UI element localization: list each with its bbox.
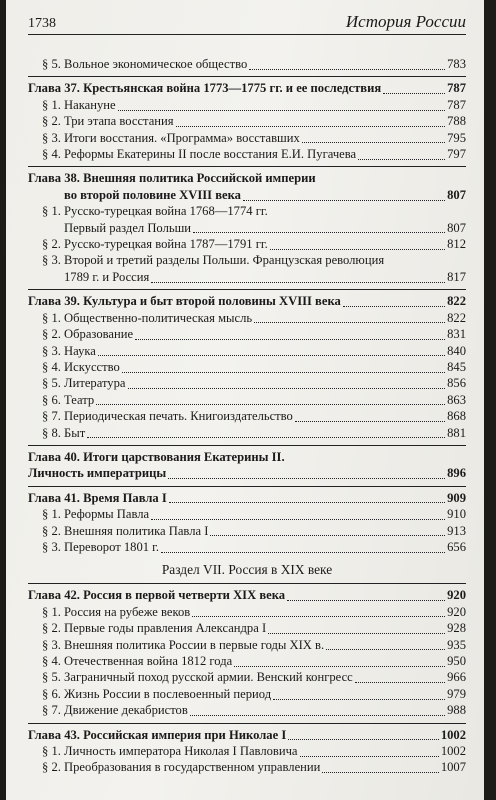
toc-entry-page: 935 (447, 637, 466, 652)
leader-dots (295, 411, 445, 422)
toc-entry-page: 795 (447, 130, 466, 145)
divider (28, 583, 466, 584)
leader-dots (322, 762, 438, 773)
toc-entry-title: § 3. Итоги восстания. «Программа» восставших (42, 130, 300, 145)
chapter-title: Глава 39. Культура и быт второй половины XVIII века (28, 294, 341, 309)
leader-dots (151, 272, 445, 283)
toc-entry-title: § 2. Преобразования в государственном управлении (42, 760, 321, 775)
toc-entry-title: § 3. Внешняя политика России в первые годы XIX в. (42, 637, 325, 652)
toc-entry-page: 807 (447, 220, 466, 235)
toc-entry (28, 113, 466, 129)
toc-entry-title: § 2. Образование (42, 327, 134, 342)
toc-entry (28, 620, 466, 636)
chapter-title: Личность императрицы (28, 466, 167, 481)
chapter-title-line: Глава 38. Внешняя политика Российской империи (28, 171, 316, 186)
chapter-page: 909 (447, 490, 466, 505)
leader-dots (300, 746, 439, 757)
chapter-title: во второй половине XVIII века (64, 187, 241, 202)
toc-entry (28, 408, 466, 424)
toc-entry-title: § 7. Движение декабристов (42, 703, 188, 718)
leader-dots (161, 542, 445, 553)
chapter-heading (28, 587, 466, 603)
toc-entry-page: 787 (447, 97, 466, 112)
toc-entry (28, 220, 466, 236)
toc-entry (28, 759, 466, 775)
chapter-title: Глава 43. Российская империя при Николае I (28, 727, 287, 742)
toc-entry-title: § 1. Россия на рубеже веков (42, 604, 191, 619)
leader-dots (270, 239, 445, 250)
toc-entry-title: § 3. Наука (42, 343, 96, 358)
toc-entry-title: § 6. Театр (42, 392, 95, 407)
leader-dots (193, 222, 445, 233)
chapter-heading (28, 293, 466, 309)
chapter-heading (28, 80, 466, 96)
toc-entry (28, 146, 466, 162)
leader-dots (249, 59, 445, 70)
toc-entry (28, 539, 466, 555)
toc-entry (28, 56, 466, 72)
toc-entry-title: § 2. Русско-турецкая война 1787—1791 гг. (42, 237, 268, 252)
toc-entry (28, 637, 466, 653)
leader-dots (343, 296, 445, 307)
section-title: Раздел VII. Россия в XIX веке (161, 562, 333, 578)
toc-entry-page: 831 (447, 327, 466, 342)
toc-entry (28, 343, 466, 359)
leader-dots (118, 100, 446, 111)
toc-entry (28, 310, 466, 326)
toc-entry-page: 797 (447, 147, 466, 162)
leader-dots (169, 492, 445, 503)
leader-dots (234, 656, 445, 667)
toc-entry-title: § 5. Заграничный поход русской армии. Венский конгресс (42, 670, 353, 685)
leader-dots (273, 689, 445, 700)
toc-entry-title: § 4. Искусство (42, 359, 120, 374)
toc-entry-page: 840 (447, 343, 466, 358)
toc-entry-page: 656 (447, 539, 466, 554)
toc-entry-title: § 4. Отечественная война 1812 года (42, 654, 233, 668)
toc-entry-title: § 1. Накануне (42, 97, 116, 112)
leader-dots (302, 132, 445, 143)
divider (28, 76, 466, 77)
running-header (28, 8, 466, 35)
leader-dots (210, 525, 445, 536)
toc-entry-page: 822 (447, 310, 466, 325)
toc-entry (28, 669, 466, 685)
leader-dots (128, 378, 446, 389)
leader-dots (287, 590, 445, 601)
leader-dots (254, 312, 445, 323)
divider (28, 289, 466, 290)
toc-entry-page: 863 (447, 392, 466, 407)
toc-entry-title: § 2. Первые годы правления Александра I (42, 621, 267, 636)
book-title: История России (345, 12, 466, 31)
leader-dots (243, 190, 445, 201)
toc-entry-page: 788 (447, 114, 466, 129)
toc-entry-title: § 3. Переворот 1801 г. (42, 539, 160, 554)
leader-dots (192, 606, 445, 617)
chapter-page: 787 (447, 81, 466, 96)
toc-entry-title-line: § 1. Русско-турецкая война 1768—1774 гг. (42, 204, 268, 219)
leader-dots (87, 427, 445, 438)
divider (28, 486, 466, 487)
chapter-heading (28, 465, 466, 481)
leader-dots (268, 623, 445, 634)
toc-entry-page: 817 (447, 269, 466, 284)
toc-entry-title: § 7. Периодическая печать. Книгоиздательство (42, 409, 293, 424)
toc-entry (28, 375, 466, 391)
toc-entry (28, 326, 466, 342)
leader-dots (176, 116, 446, 127)
toc-entry-page: 913 (447, 523, 466, 538)
toc-entry (28, 97, 466, 113)
toc-entry-title: § 8. Быт (42, 425, 86, 440)
toc-entry-page: 783 (447, 57, 466, 71)
toc-entry-title: § 2. Внешняя политика Павла I (42, 523, 209, 538)
chapter-page: 1002 (440, 727, 466, 742)
toc-entry-page: 966 (447, 670, 466, 685)
toc-entry (28, 425, 466, 441)
leader-dots (355, 672, 445, 683)
chapter-title: Глава 42. Россия в первой четверти XIX века (28, 588, 286, 603)
toc-entry-page: 950 (447, 654, 466, 668)
toc-entry-page: 928 (447, 621, 466, 636)
page-number: 1738 (28, 16, 56, 31)
toc-entry (28, 702, 466, 718)
toc-entry-title: § 1. Реформы Павла (42, 507, 150, 522)
leader-dots (326, 639, 445, 650)
chapter-heading (28, 727, 466, 743)
divider (28, 445, 466, 446)
toc-entry-page: 1007 (440, 760, 466, 775)
toc-entry-title: § 1. Общественно-политическая мысль (42, 310, 253, 325)
toc-entry-title: § 2. Три этапа восстания (42, 114, 174, 129)
leader-dots (151, 509, 445, 520)
toc-entry (28, 743, 466, 759)
leader-dots (383, 83, 445, 94)
toc-entry-page: 988 (447, 703, 466, 718)
book-page (6, 0, 484, 800)
divider (28, 166, 466, 167)
toc-entry-page: 868 (447, 409, 466, 424)
leader-dots (190, 705, 445, 716)
toc-entry-title: § 5. Вольное экономическое общество (42, 57, 248, 71)
toc-entry-title: § 5. Литература (42, 376, 126, 391)
toc-entry-page: 920 (447, 604, 466, 619)
toc-entry (28, 269, 466, 285)
toc-entry (28, 236, 466, 252)
toc-entry-page: 845 (447, 359, 466, 374)
toc-entry-title: § 1. Личность императора Николая I Павловича (42, 744, 298, 759)
toc-entry (28, 523, 466, 539)
leader-dots (135, 329, 445, 340)
leader-dots (288, 729, 439, 740)
chapter-page: 822 (447, 294, 466, 309)
toc-entry-title-line: § 3. Второй и третий разделы Польши. Французская революция (42, 253, 385, 268)
toc-entry-title: § 6. Жизнь России в послевоенный период (42, 686, 272, 701)
chapter-title-line: Глава 40. Итоги царствования Екатерины II. (28, 449, 285, 464)
toc-entry-title: § 4. Реформы Екатерины II после восстания Е.И. Пугачева (42, 147, 357, 162)
chapter-heading (28, 490, 466, 506)
toc-entry-page: 1002 (440, 744, 466, 759)
toc-entry (28, 604, 466, 620)
leader-dots (358, 149, 445, 160)
toc-entry (28, 130, 466, 146)
leader-dots (122, 362, 445, 373)
toc-entry (28, 506, 466, 522)
chapter-page: 920 (447, 588, 466, 603)
chapter-page: 896 (447, 466, 466, 481)
chapter-page: 807 (447, 187, 466, 202)
leader-dots (168, 468, 445, 479)
toc-entry-page: 881 (447, 425, 466, 440)
toc-entry-page: 856 (447, 376, 466, 391)
chapter-title: Глава 41. Время Павла I (28, 490, 167, 505)
divider (28, 723, 466, 724)
toc-entry (28, 392, 466, 408)
table-of-contents (28, 56, 466, 776)
chapter-heading (28, 187, 466, 203)
leader-dots (98, 345, 445, 356)
toc-entry-title: Первый раздел Польши (64, 220, 192, 235)
toc-entry-page: 910 (447, 507, 466, 522)
toc-entry-page: 812 (447, 237, 466, 252)
toc-entry (28, 359, 466, 375)
toc-entry (28, 686, 466, 702)
leader-dots (96, 394, 445, 405)
toc-entry-page: 979 (447, 686, 466, 701)
toc-entry (28, 653, 466, 669)
chapter-title: Глава 37. Крестьянская война 1773—1775 гг. и ее последствия (28, 81, 382, 96)
toc-entry-title: 1789 г. и Россия (64, 269, 150, 284)
